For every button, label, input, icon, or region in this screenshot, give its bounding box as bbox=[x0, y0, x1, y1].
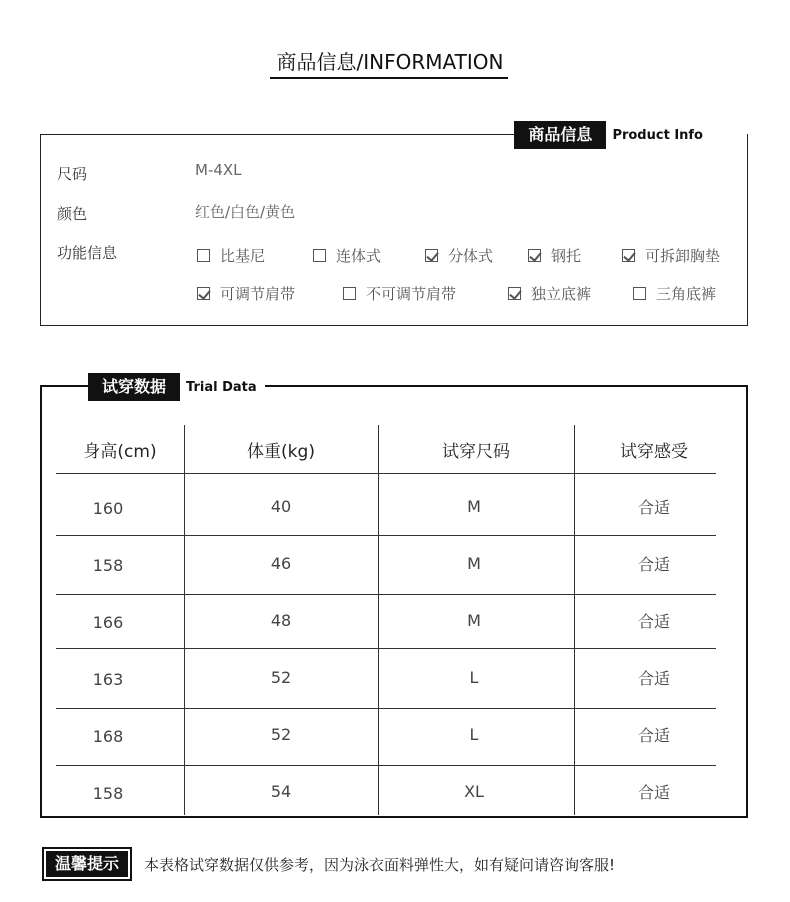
cell-weight: 52 bbox=[270, 725, 292, 744]
cell-height: 166 bbox=[92, 613, 124, 632]
feature-option-label: 连体式 bbox=[336, 247, 382, 265]
row-divider bbox=[56, 535, 716, 536]
checkbox-checked-icon bbox=[197, 287, 210, 300]
cell-size: L bbox=[469, 668, 479, 687]
trial-data-label-cn: 试穿数据 bbox=[88, 373, 180, 401]
cell-weight: 52 bbox=[270, 668, 292, 687]
color-value: 红色/白色/黄色 bbox=[195, 203, 296, 221]
feature-option-label: 三角底裤 bbox=[656, 285, 717, 303]
cell-size: M bbox=[467, 611, 481, 630]
tip-badge bbox=[42, 847, 132, 881]
feature-option-label: 分体式 bbox=[448, 247, 494, 265]
checkbox-checked-icon bbox=[508, 287, 521, 300]
trial-data-label-en: Trial Data bbox=[186, 379, 257, 395]
feature-option-label: 独立底裤 bbox=[531, 285, 592, 303]
size-label: 尺码 bbox=[57, 165, 88, 183]
feature-option bbox=[622, 245, 720, 266]
feature-option bbox=[343, 283, 456, 304]
row-divider bbox=[56, 594, 716, 595]
tip-badge-label: 温馨提示 bbox=[46, 851, 128, 877]
checkbox-checked-icon bbox=[528, 249, 541, 262]
feature-option bbox=[197, 283, 295, 304]
product-info-label-cn: 商品信息 bbox=[514, 121, 606, 149]
feature-option-label: 不可调节肩带 bbox=[366, 285, 457, 303]
feature-option bbox=[508, 283, 591, 304]
size-value: M-4XL bbox=[195, 161, 242, 179]
cell-height: 158 bbox=[92, 556, 124, 575]
checkbox-checked-icon bbox=[425, 249, 438, 262]
cell-size: XL bbox=[464, 782, 484, 801]
header-size: 试穿尺码 bbox=[442, 442, 510, 462]
cell-weight: 46 bbox=[270, 554, 292, 573]
row-divider bbox=[56, 765, 716, 766]
feature-option bbox=[633, 283, 716, 304]
cell-feel: 合适 bbox=[637, 555, 670, 574]
cell-feel: 合适 bbox=[637, 612, 670, 631]
row-divider bbox=[56, 648, 716, 649]
row-divider bbox=[56, 473, 716, 474]
feature-option-label: 钢托 bbox=[551, 247, 582, 265]
row-divider bbox=[56, 708, 716, 709]
cell-weight: 40 bbox=[270, 497, 292, 516]
header-feel: 试穿感受 bbox=[620, 442, 688, 462]
header-weight: 体重(kg) bbox=[247, 442, 315, 462]
tip-text: 本表格试穿数据仅供参考，因为泳衣面料弹性大，如有疑问请咨询客服! bbox=[144, 856, 616, 874]
checkbox-icon bbox=[313, 249, 326, 262]
feature-option bbox=[528, 245, 581, 266]
cell-height: 163 bbox=[92, 670, 124, 689]
cell-size: M bbox=[467, 554, 481, 573]
checkbox-icon bbox=[343, 287, 356, 300]
cell-size: L bbox=[469, 725, 479, 744]
feature-option-label: 可调节肩带 bbox=[220, 285, 296, 303]
trial-data-label bbox=[88, 373, 265, 401]
cell-height: 160 bbox=[92, 499, 124, 518]
trial-data-box bbox=[40, 377, 748, 818]
feature-option-label: 比基尼 bbox=[220, 247, 266, 265]
product-info-box bbox=[40, 125, 748, 326]
product-info-label-en: Product Info bbox=[612, 127, 703, 143]
feature-option bbox=[425, 245, 493, 266]
feature-label: 功能信息 bbox=[57, 244, 118, 262]
cell-feel: 合适 bbox=[637, 783, 670, 802]
checkbox-checked-icon bbox=[622, 249, 635, 262]
checkbox-icon bbox=[633, 287, 646, 300]
cell-weight: 54 bbox=[270, 782, 292, 801]
cell-height: 158 bbox=[92, 784, 124, 803]
cell-feel: 合适 bbox=[637, 726, 670, 745]
cell-weight: 48 bbox=[270, 611, 292, 630]
cell-feel: 合适 bbox=[637, 498, 670, 517]
feature-option bbox=[313, 245, 381, 266]
cell-feel: 合适 bbox=[637, 669, 670, 688]
cell-height: 168 bbox=[92, 727, 124, 746]
checkbox-icon bbox=[197, 249, 210, 262]
color-label: 颜色 bbox=[57, 205, 88, 223]
cell-size: M bbox=[467, 497, 481, 516]
page-title: 商品信息/INFORMATION bbox=[276, 50, 504, 74]
feature-option bbox=[197, 245, 265, 266]
header-height: 身高(cm) bbox=[83, 442, 157, 462]
feature-option-label: 可拆卸胸垫 bbox=[645, 247, 721, 265]
product-info-label bbox=[514, 121, 747, 149]
title-underline bbox=[270, 77, 508, 79]
